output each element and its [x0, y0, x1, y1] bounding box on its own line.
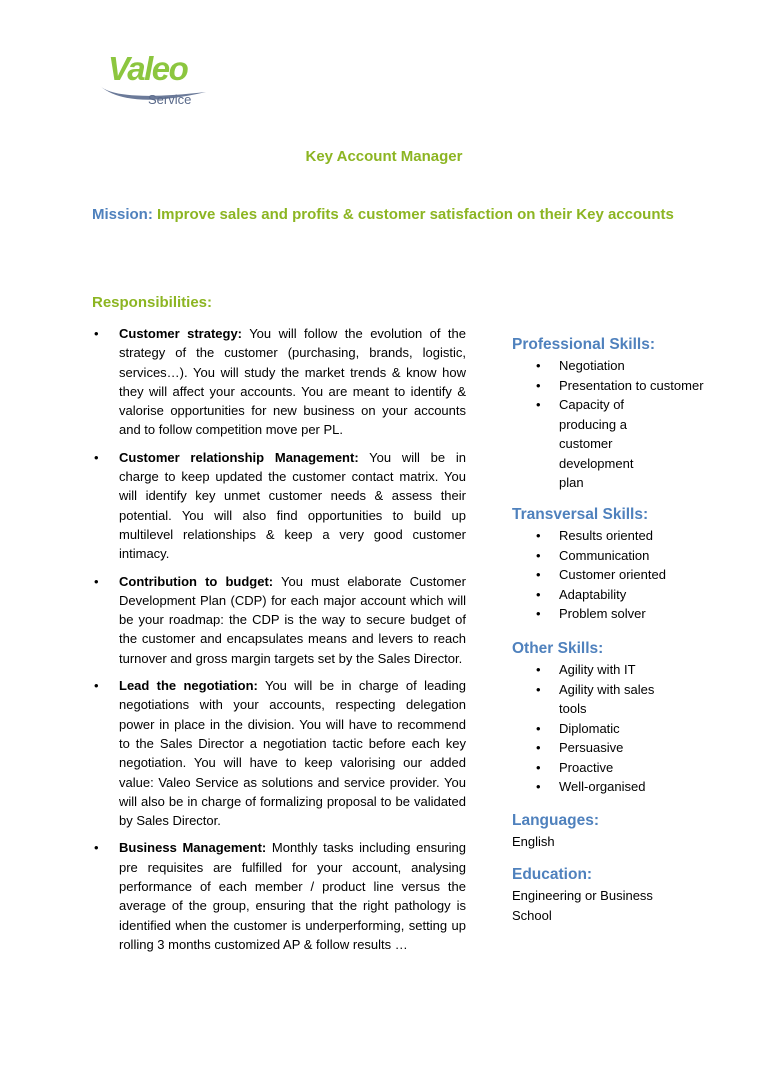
- valeo-service-logo: [98, 50, 218, 120]
- education-value: Engineering or Business School: [512, 888, 653, 923]
- bullet-icon: •: [94, 678, 99, 694]
- languages-heading: Languages:: [512, 812, 599, 829]
- mission: [92, 204, 692, 225]
- languages: [512, 810, 712, 852]
- item-text: You will be in charge to keep updated the customer contact matrix. You will identify key unmet customer needs & assess their potential. You will also find opportunities to build up multilevel relationships & keep a very good customer intimacy.: [119, 449, 466, 562]
- logo-brand: Valeo: [108, 50, 188, 87]
- page-title: Key Account Manager: [305, 148, 463, 165]
- bullet-icon: •: [536, 606, 541, 621]
- responsibilities-heading: Responsibilities:: [92, 294, 213, 311]
- list-item: [92, 838, 466, 954]
- list-item: • Well-organised: [512, 777, 712, 797]
- list-item: [92, 448, 466, 564]
- bullet-icon: •: [94, 573, 99, 589]
- bullet-icon: •: [536, 358, 541, 373]
- transversal-skills: [512, 504, 712, 624]
- education: [512, 864, 682, 925]
- item-text: You will be in charge of leading negotiations with your accounts, respecting delegation power in place in the division. You will have to recommend to the Sales Director a negotiation tactic before each key negotiation. You will have to keep valorising our added value: Valeo Service as solutions and service provider. You will also be in charge of formalizing proposal to be validated by Sales Director.: [119, 678, 466, 829]
- list-item: • Proactive: [512, 758, 712, 778]
- bullet-icon: •: [94, 326, 99, 341]
- other-skills: [512, 638, 712, 797]
- list-item: • Problem solver: [512, 604, 712, 624]
- education-heading: Education:: [512, 866, 593, 883]
- bullet-icon: •: [536, 662, 541, 677]
- bullet-icon: •: [536, 547, 541, 563]
- list-item: • Communication: [512, 546, 712, 566]
- bullet-icon: •: [536, 759, 541, 775]
- bullet-icon: •: [536, 779, 541, 794]
- transversal-skills-heading: Transversal Skills:: [512, 506, 649, 523]
- item-text: You must elaborate Customer Development Plan (CDP) for each major account which will be your roadmap: the CDP is the way to secure budget of the customer and encapsulates means and levers to reach turnover and gross margin targets set by the Sales Director.: [119, 573, 466, 666]
- bullet-icon: •: [536, 681, 541, 697]
- list-item: • Persuasive: [512, 738, 712, 758]
- list-item: • Negotiation: [512, 356, 712, 376]
- list-item: • Presentation to customer: [512, 376, 712, 396]
- other-skills-heading: Other Skills:: [512, 640, 604, 657]
- bullet-icon: •: [536, 720, 541, 736]
- list-item: [92, 572, 466, 668]
- item-lead: Lead the negotiation:: [119, 678, 258, 694]
- mission-text: Improve sales and profits & customer satisfaction on their Key accounts: [157, 206, 674, 223]
- bullet-icon: •: [536, 586, 541, 602]
- item-text: You will follow the evolution of the strategy of the customer (purchasing, brands, logistic, services…). You will study the market trends & know how they will affect your accounts. You are meant to identify & valorise opportunities for new business on your accounts and to follow competition move per PL.: [119, 326, 466, 438]
- bullet-icon: •: [94, 449, 99, 465]
- item-lead: Contribution to budget:: [119, 573, 274, 589]
- professional-skills-heading: Professional Skills:: [512, 336, 655, 353]
- languages-value: English: [512, 834, 555, 849]
- list-item: • Customer oriented: [512, 565, 712, 585]
- item-lead: Customer strategy:: [119, 326, 243, 341]
- professional-skills: [512, 334, 712, 493]
- logo-sub: Service: [148, 92, 192, 107]
- item-lead: Customer relationship Management:: [119, 449, 359, 465]
- list-item: [92, 676, 466, 830]
- mission-label: Mission:: [92, 206, 153, 223]
- list-item: • Adaptability: [512, 585, 712, 605]
- bullet-icon: •: [536, 397, 541, 412]
- list-item: • Results oriented: [512, 526, 712, 546]
- list-item: [92, 324, 466, 440]
- responsibilities-list: [92, 324, 466, 962]
- list-item: • Capacity of producing a customer development plan: [536, 397, 634, 490]
- bullet-icon: •: [94, 840, 99, 856]
- bullet-icon: •: [536, 567, 541, 582]
- bullet-icon: •: [536, 377, 541, 393]
- bullet-icon: •: [536, 528, 541, 543]
- bullet-icon: •: [536, 740, 541, 755]
- list-item: • Agility with sales tools: [536, 681, 655, 716]
- list-item: • Agility with IT: [512, 660, 712, 680]
- item-lead: Business Management:: [119, 840, 267, 856]
- item-text: Monthly tasks including ensuring pre requisites are fulfilled for your account, analysing performance of each member / product line versus the average of the group, ensuring that the right pathology is identified when the customer is underperforming, setting up rolling 3 months customized AP & follow results …: [119, 840, 466, 952]
- list-item: • Diplomatic: [512, 719, 712, 739]
